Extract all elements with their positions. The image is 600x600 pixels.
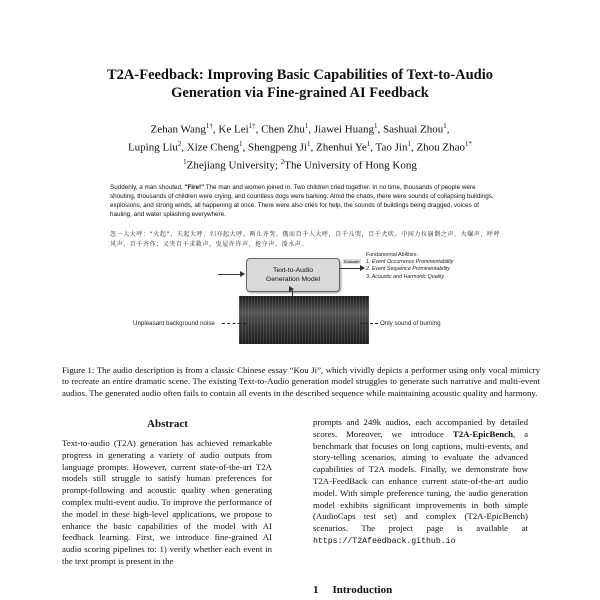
author-separator: , <box>410 141 417 154</box>
figure-story-chinese: 忽一人大呼：“火起”，夫起大呼，妇亦起大呼。两儿齐哭。俄而百千人大呼，百千儿哭，百千犬吠。中间力拉崩倒之声，火爆声，呼呼风声，百千齐作；又夹百千求救声，曳屋许许声，抢夺声，泼水声。 <box>110 231 501 248</box>
affiliation-2: The University of Hong Kong <box>284 159 417 172</box>
author-separator: , <box>310 141 316 154</box>
section-number: 1 <box>313 584 319 596</box>
author-affiliation-mark: 1 <box>304 122 309 130</box>
right-text-part-2: , a benchmark that focuses on long captions, multi-events, and story-telling scenarios, aiming to evaluate the advanced capabilities of T2A models. Finally, we demonstrate how T2A-FeedBack can enhance current state-of-the-art audio model. With simple preference tuning, the audio generation model exhibits significant improvements in both simple (AudioCaps test set) and complex (T2A-EpicBench) scenarios. The project page is available at <box>313 428 528 534</box>
burning-label: Only sound of burning <box>380 320 441 327</box>
author-name: Zhenhui Ye <box>315 141 367 154</box>
abstract-text: Text-to-audio (T2A) generation has achieved remarkable progress in generating a variety of audio outputs from language prompts. However, current state-of-the-art T2A models still struggle to satisfy human preferences for prompt-following and acoustic quality when generating complex multi-event audio. To improve the performance of the model in these high-level applications, we propose to enhance the basic capabilities of the model with AI feedback learning. First, we introduce fine-grained AI audio scoring pipelines to: 1) verify whether each event in the text prompt is present in the <box>62 438 272 566</box>
author-affiliation-mark: 1 <box>239 140 243 149</box>
abstract-heading: Abstract <box>147 418 188 430</box>
model-label-1: Text-to-Audio <box>272 267 314 274</box>
spectrogram-image <box>239 296 369 344</box>
ability-item: 2. Event Sequence Prominentability <box>366 266 450 273</box>
author-separator: , <box>446 123 450 136</box>
author-separator: , <box>255 123 262 136</box>
author-name: Shengpeng Ji <box>248 141 307 154</box>
right-text-part-1: prompts and 249k audios, each accompanied by detailed scores. Moreover, we introduce <box>313 417 528 439</box>
benchmark-name: T2A-EpicBench <box>452 428 513 439</box>
author-separator: , <box>242 141 248 154</box>
author-separator: , <box>181 141 187 154</box>
author-affiliation-mark: 1* <box>465 140 473 149</box>
section-title: Introduction <box>332 584 393 596</box>
author-affiliation-mark: 1 <box>407 140 411 149</box>
burning-pointer <box>360 323 378 324</box>
author-affiliation-mark: 1 <box>374 122 378 130</box>
author-affiliation-mark: 2 <box>177 140 182 149</box>
evaluate-arrow <box>340 268 364 269</box>
author-name: Ke Lei <box>218 123 249 136</box>
input-arrow <box>218 274 244 275</box>
author-separator: , <box>370 141 376 154</box>
ability-item: 1. Event Occurrence Prominentability <box>366 259 454 266</box>
author-block <box>75 119 525 173</box>
title-line-1: T2A-Feedback: Improving Basic Capabilities of Text-to-Audio <box>106 67 494 83</box>
aff-mark-2: 2 <box>280 158 285 167</box>
paper-title <box>60 66 540 102</box>
author-affiliation-mark: 1† <box>205 122 213 130</box>
figure-caption: Figure 1: The audio description is from a classic Chinese essay “Kou Ji”, which vividly depicts a performer using only vocal mimicry to recreate an entire dramatic scene. The existing Text-to-Audio generation model struggles to generate such narrative and multi-event audios. The generated audio often fails to contain all events in the described sequence while maintaining acoustic quality and harmony. <box>62 365 540 398</box>
author-affiliation-mark: 1 <box>443 122 447 130</box>
author-affiliation-mark: 1 <box>366 140 371 149</box>
author-name: Zhou Zhao <box>416 141 466 154</box>
author-separator: , <box>212 123 219 136</box>
ability-item: 3. Acoustic and Harmonic Quality <box>366 273 445 280</box>
author-name: Chen Zhu <box>261 123 305 136</box>
evaluate-label: Evaluate <box>344 259 360 264</box>
story-part-2: The man and women joined in. Two children cried together. In no time, thousands of people were shouting, thousands of children were crying, and countless dogs were barking. Amid the chaos, there were sounds of collapsing buildings, explosions, and strong winds, all happening at once. There were also cries for help, the sounds of buildings being dragged, voices of hauling, and water splashing everywhere. <box>110 184 494 218</box>
figure-story-english <box>110 184 502 220</box>
fundamental-title: Fundamental Abilities: <box>366 252 418 258</box>
author-separator: , <box>377 123 384 136</box>
title-line-2: Generation via Fine-grained AI Feedback <box>171 85 429 101</box>
author-name: Jiawei Huang <box>313 123 375 136</box>
affiliations <box>75 155 525 173</box>
story-fire: "Fire!" <box>184 184 205 191</box>
author-name: Tao Jin <box>375 141 408 154</box>
author-name: Zehan Wang <box>150 123 206 136</box>
project-url[interactable]: https://T2Afeedback.github.io <box>313 536 456 546</box>
story-part-1: Suddenly, a man shouted, <box>110 184 185 191</box>
aff-mark-1: 1 <box>183 158 187 167</box>
author-affiliation-mark: 1† <box>248 122 256 130</box>
model-label-2: Generation Model <box>265 276 321 283</box>
fundamental-abilities <box>366 252 526 281</box>
noise-pointer <box>222 323 246 324</box>
author-separator: , <box>308 123 314 136</box>
author-name: Sashuai Zhou <box>383 123 444 136</box>
author-name: Luping Liu <box>127 141 178 154</box>
section-heading <box>313 584 406 596</box>
affiliation-1: Zhejiang University; <box>186 159 281 172</box>
right-column-text <box>313 417 528 548</box>
author-name: Xize Cheng <box>186 141 239 154</box>
author-list <box>75 119 525 155</box>
noise-label: Unpleasant background noise <box>133 320 215 327</box>
author-affiliation-mark: 1 <box>306 140 311 149</box>
